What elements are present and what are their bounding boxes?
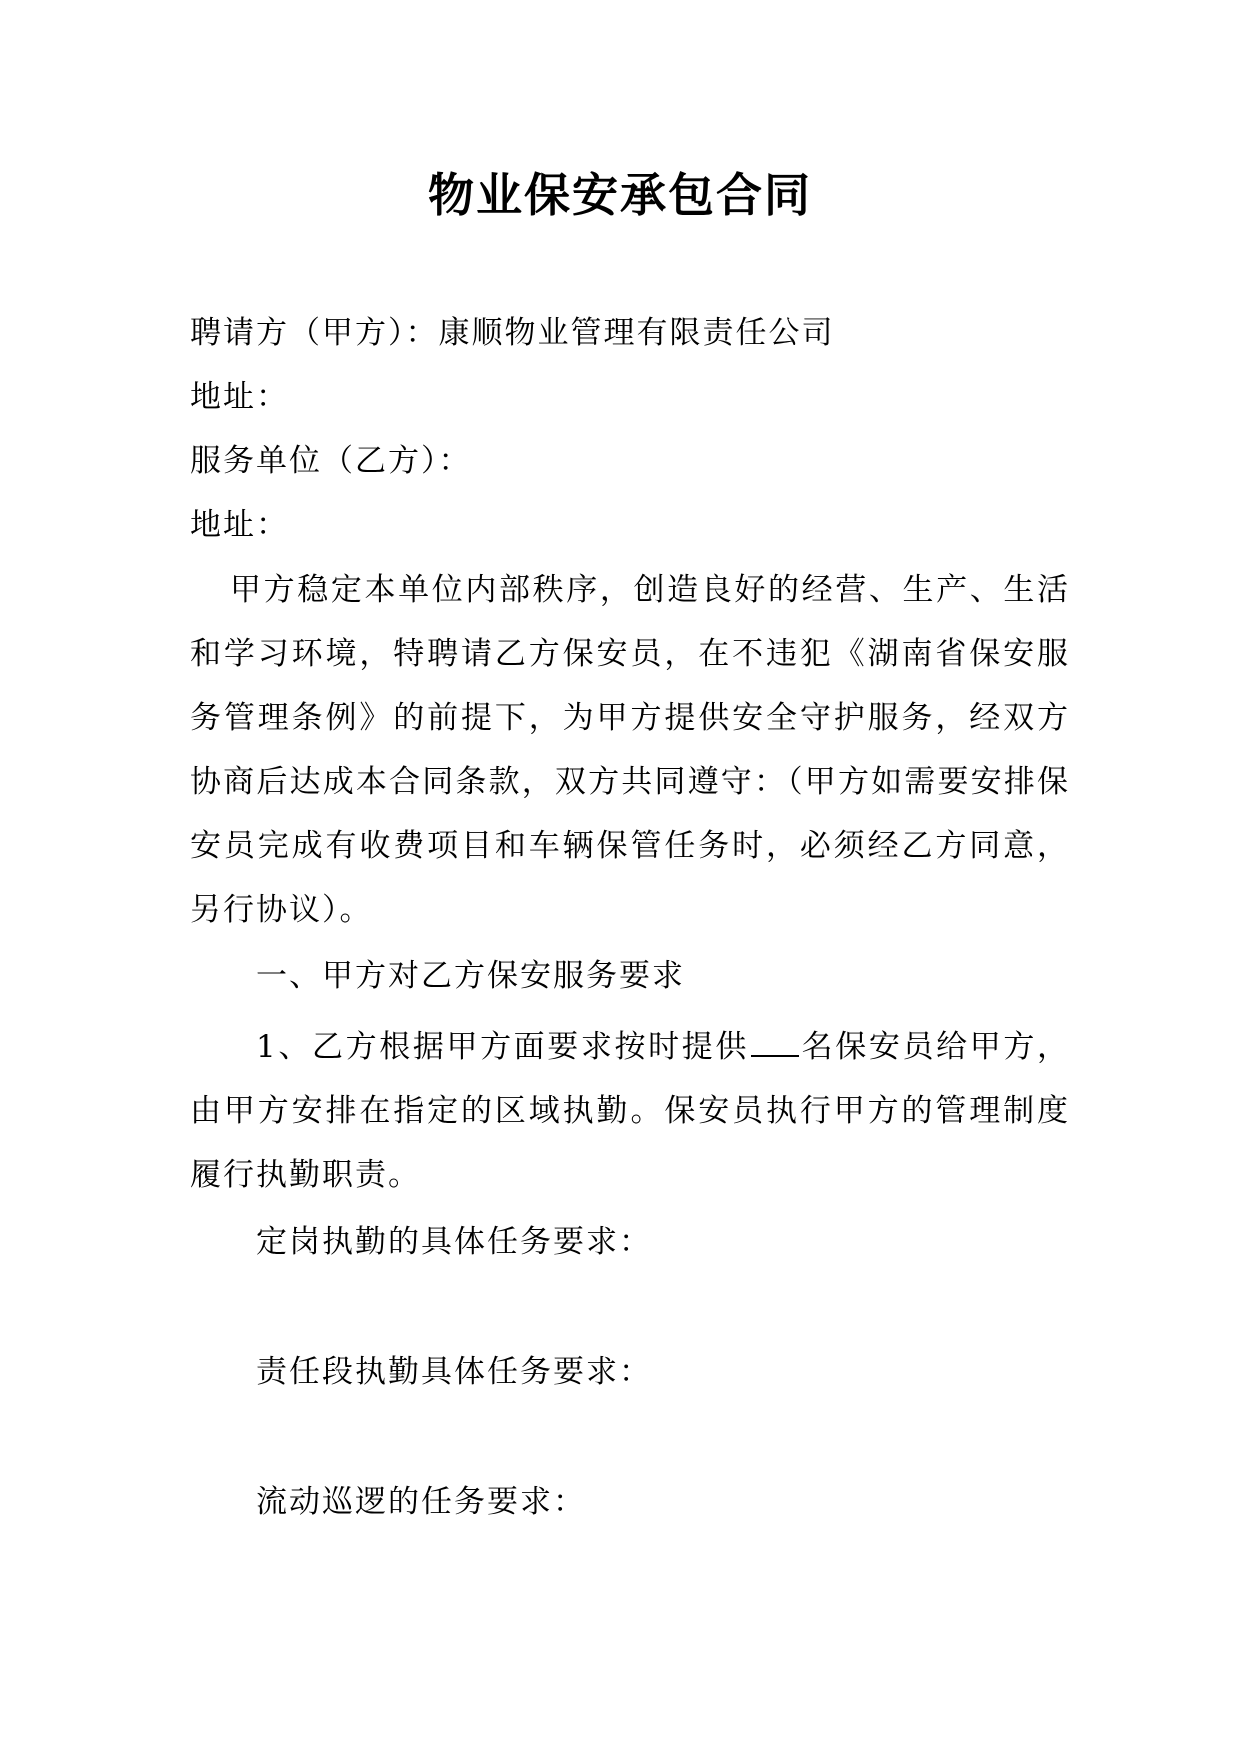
item-1-text-end: 名保安员给甲方，由甲方安排在指定的区域执勤。保安员执行甲方的管理制度履行执勤职责。 (190, 1029, 1070, 1193)
item-1-text-start: 1、乙方根据甲方面要求按时提供 (256, 1029, 750, 1065)
party-info-block (190, 301, 1070, 557)
patrol-requirement-heading: 流动巡逻的任务要求： (256, 1484, 586, 1520)
intro-paragraph: 甲方稳定本单位内部秩序，创造良好的经营、生产、生活和学习环境，特聘请乙方保安员，在不违犯《湖南省保安服务管理条例》的前提下，为甲方提供安全守护服务，经双方协商后达成本合同条款，双方共同遵守：（甲方如需要安排保安员完成有收费项目和车辆保管任务时，必须经乙方同意，另行协议）。 (190, 572, 1070, 928)
section-duty-requirement-heading: 责任段执勤具体任务要求： (256, 1354, 652, 1390)
party-a-line: 聘请方（甲方）：康顺物业管理有限责任公司 (190, 315, 835, 351)
party-b-line: 服务单位（乙方）： (190, 443, 472, 479)
party-a-address-line: 地址： (190, 379, 289, 415)
staff-count-blank (751, 1029, 799, 1057)
party-b-address-line: 地址： (190, 507, 289, 543)
fixed-post-requirement-heading: 定岗执勤的具体任务要求： (256, 1224, 652, 1260)
section-1-heading: 一、甲方对乙方保安服务要求 (256, 958, 685, 994)
document-title: 物业保安承包合同 (428, 168, 812, 222)
item-1-paragraph (190, 1015, 1070, 1207)
